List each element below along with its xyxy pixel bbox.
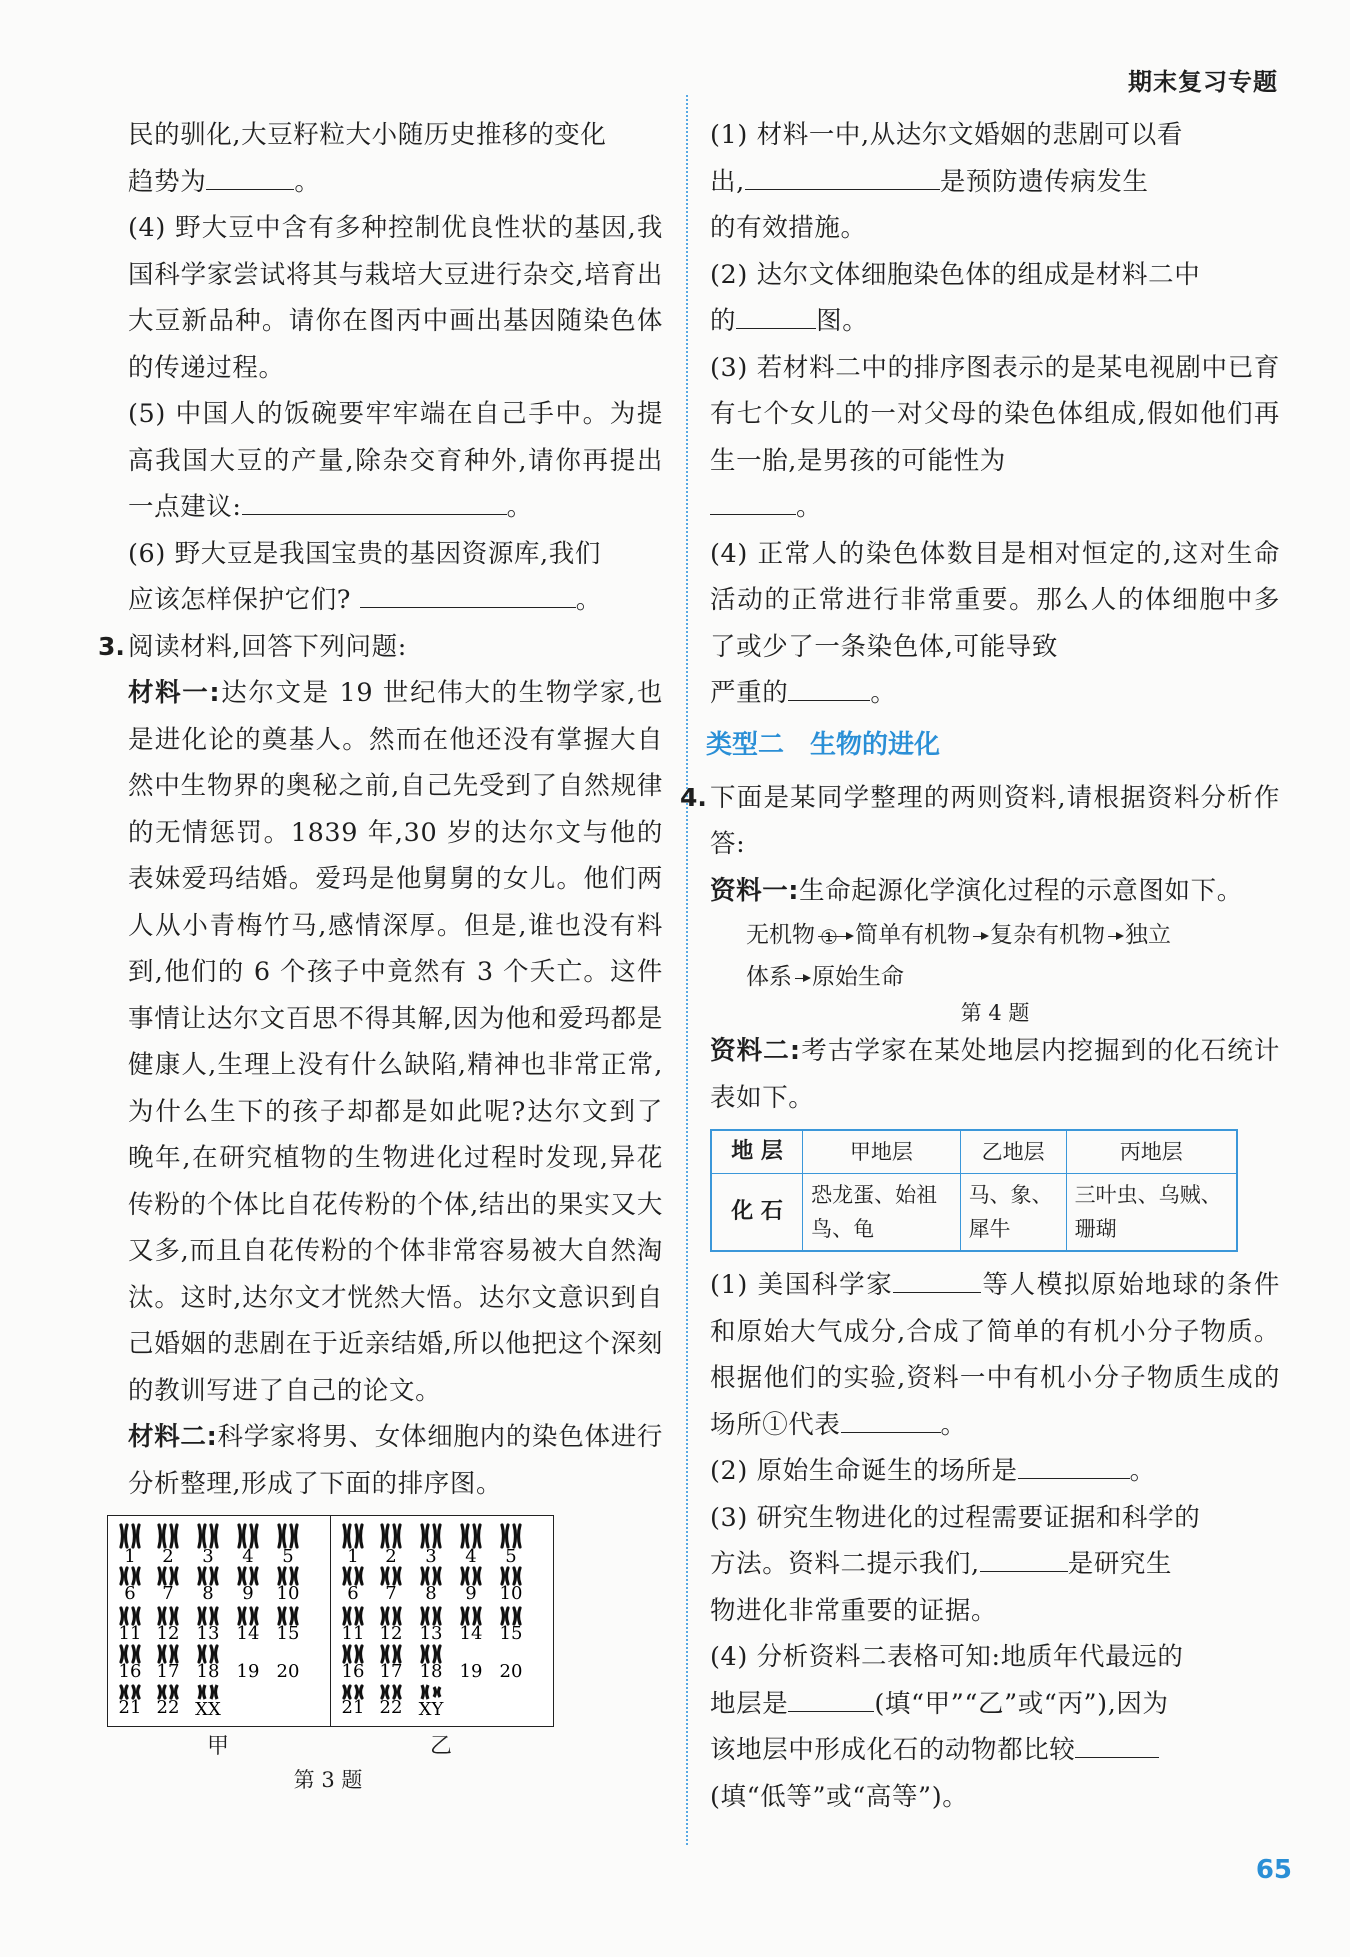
chromosome-number: 4 — [465, 1546, 477, 1567]
answer-blank[interactable] — [710, 513, 796, 515]
chromosome-icon — [474, 1525, 480, 1547]
chromosome-icon — [251, 1608, 257, 1624]
chromosome-number: 15 — [499, 1623, 523, 1644]
sex-chromosome-icon — [211, 1685, 217, 1699]
chromosome-number: 6 — [347, 1583, 359, 1604]
chromosome-icon — [514, 1568, 520, 1584]
chromosome-number: 18 — [196, 1661, 220, 1682]
chromosome-icon — [394, 1525, 400, 1547]
chromosome-number: 10 — [499, 1583, 523, 1604]
chromosome-icon — [422, 1525, 428, 1547]
chromosome-number: 5 — [505, 1546, 517, 1567]
resource-2: 资料二:考古学家在某处地层内挖掘到的化石统计表如下。 — [710, 1036, 1280, 1113]
chromosome-icon — [211, 1646, 217, 1662]
figure-4-caption: 第 4 题 — [960, 1001, 1030, 1025]
chromosome-icon — [462, 1608, 468, 1624]
chromosome-icon — [121, 1568, 127, 1584]
question-3 — [98, 624, 663, 1508]
chromosome-icon — [211, 1608, 217, 1624]
material-2: 材料二:科学家将男、女体细胞内的染色体进行分析整理,形成了下面的排序图。 — [128, 1422, 663, 1499]
chromosome-number: 9 — [465, 1583, 477, 1604]
chromosome-icon — [514, 1608, 520, 1624]
sex-chromosome-label: XX — [195, 1699, 221, 1720]
flow-node: 复杂有机物 — [990, 922, 1105, 948]
chromosome-icon — [199, 1608, 205, 1624]
chromosome-icon — [211, 1568, 217, 1584]
chromosome-number: 11 — [118, 1623, 142, 1644]
chromosome-number: 6 — [124, 1583, 136, 1604]
chromosome-number: 8 — [425, 1583, 437, 1604]
sub-question-3: (3) 若材料二中的排序图表示的是某电视剧中已育有七个女儿的一对父母的染色体组成,假如他们再生一胎,是男孩的可能性为 。 — [710, 352, 1280, 522]
resource-1: 资料一:生命起源化学演化过程的示意图如下。 — [710, 875, 1243, 906]
page-header: 期末复习专题 — [1128, 68, 1278, 96]
sub-question-q4-4: (4) 分析资料二表格可知:地质年代最远的 地层是 (填“甲”“乙”或“丙”),因为 该地层中形成化石的动物都比较 (填“低等”或“高等”)。 — [710, 1642, 1184, 1812]
sex-chromosome-icon — [199, 1685, 205, 1699]
chromosome-icon — [514, 1525, 520, 1547]
chromosome-icon — [279, 1568, 285, 1584]
question-number: 3. — [98, 631, 125, 661]
chromosome-icon — [502, 1608, 508, 1624]
sex-chromosome-icon — [422, 1685, 428, 1699]
chromosome-icon — [344, 1525, 350, 1547]
chromosome-number: 18 — [419, 1661, 443, 1682]
sub-question-q4-2: (2) 原始生命诞生的场所是 。 — [710, 1456, 1156, 1486]
answer-blank[interactable] — [788, 699, 870, 701]
chromosome-icon — [502, 1568, 508, 1584]
chromosome-icon — [199, 1568, 205, 1584]
chromosome-number: 7 — [162, 1583, 174, 1604]
material-1: 材料一:达尔文是 19 世纪伟大的生物学家,也是进化论的奠基人。然而在他还没有掌握大自然中生物界的奥秘之前,自己先受到了自然规律的无情惩罚。1839 年,30 岁的达尔文与他的表妹爱玛结婚。爱玛是他舅舅的女儿。他们两人从小青梅竹马,感情深厚。但是,谁也没有料到,他们的 6 个孩子中竟然有 3 个夭亡。这件事情让达尔文百思不得其解,因为他和爱玛都是健康人,生理上没有什么缺陷,精神也非常正常,为什么生下的孩子却都是如此呢?达尔文到了晚年,在研究植物的生物进化过程时发现,异花传粉的个体比自花传粉的个体,结出的果实又大又多,而且自花传粉的个体非常容易被大自然淘汰。这时,达尔文才恍然大悟。达尔文意识到自己婚姻的悲剧在于近亲结婚,所以他把这个深刻的教训写进了自己的论文。 — [128, 678, 663, 1406]
answer-blank[interactable] — [893, 1291, 981, 1293]
flow-node: 简单有机物 — [855, 922, 970, 948]
chromosome-icon — [121, 1608, 127, 1624]
karyotype-jia — [107, 1515, 331, 1727]
chromosome-number: 3 — [425, 1546, 437, 1567]
chromosome-icon — [434, 1646, 440, 1662]
chromosome-icon — [159, 1525, 165, 1547]
chromosome-icon — [211, 1525, 217, 1547]
answer-blank[interactable] — [736, 327, 816, 329]
column-divider — [686, 95, 688, 1845]
chromosome-number: 8 — [202, 1583, 214, 1604]
question-number: 4. — [680, 782, 707, 812]
karyotype-yi-label: 乙 — [429, 1734, 452, 1759]
chromosome-number: 13 — [196, 1623, 220, 1644]
continued-text: 民的驯化,大豆籽粒大小随历史推移的变化 趋势为 。 — [128, 120, 607, 197]
chromosome-icon — [291, 1525, 297, 1547]
chromosome-icon — [502, 1525, 508, 1547]
chromosome-icon — [291, 1608, 297, 1624]
chromosome-icon — [121, 1525, 127, 1547]
karyotype-yi-chart — [331, 1516, 553, 1726]
chromosome-number: 10 — [276, 1583, 300, 1604]
chromosome-icon — [251, 1568, 257, 1584]
chromosome-number: 21 — [341, 1697, 365, 1718]
table-row-header: 地 层 — [711, 1130, 803, 1174]
chromosome-icon — [199, 1525, 205, 1547]
sex-chromosome-label: XY — [418, 1699, 444, 1720]
question-5-text: (5) 中国人的饭碗要牢牢端在自己手中。为提高我国大豆的产量,除杂交育种外,请你再提出一点建议: 。 — [128, 399, 663, 522]
chromosome-icon — [356, 1646, 362, 1662]
chromosome-icon — [474, 1608, 480, 1624]
chromosome-number: 2 — [162, 1546, 174, 1567]
left-column — [98, 112, 663, 1795]
answer-blank[interactable] — [1018, 1477, 1130, 1479]
flow-node: 体系 — [746, 964, 792, 990]
answer-blank[interactable] — [360, 606, 576, 608]
question-6-text: (6) 野大豆是我国宝贵的基因资源库,我们 应该怎样保护它们? 。 — [128, 538, 602, 615]
chromosome-icon — [344, 1568, 350, 1584]
section-heading: 类型二 生物的进化 — [706, 729, 941, 760]
table-cell: 马、象、犀牛 — [960, 1174, 1066, 1252]
table-header-cell: 丙地层 — [1066, 1130, 1237, 1174]
fossil-table — [710, 1129, 1238, 1252]
karyotype-figure — [118, 1515, 663, 1765]
chromosome-number: 22 — [379, 1697, 403, 1718]
chromosome-number: 2 — [385, 1546, 397, 1567]
flow-node: 原始生命 — [812, 964, 904, 990]
chromosome-icon — [434, 1608, 440, 1624]
chromosome-number: 12 — [379, 1623, 403, 1644]
table-row — [711, 1174, 1237, 1252]
answer-blank[interactable] — [206, 188, 294, 190]
chromosome-icon — [382, 1568, 388, 1584]
flow-node: 无机物 — [746, 922, 815, 948]
answer-blank[interactable] — [745, 188, 940, 190]
chromosome-icon — [356, 1608, 362, 1624]
sex-chromosome-icon — [434, 1687, 440, 1697]
chromosome-icon — [422, 1568, 428, 1584]
arrow-icon — [973, 936, 987, 937]
chromosome-number: 15 — [276, 1623, 300, 1644]
chromosome-icon — [279, 1608, 285, 1624]
chromosome-number: 14 — [236, 1623, 260, 1644]
answer-blank[interactable] — [242, 513, 507, 515]
chromosome-icon — [251, 1525, 257, 1547]
chromosome-number: 19 — [459, 1661, 483, 1682]
sub-question-q4-1: (1) 美国科学家 等人模拟原始地球的条件和原始大气成分,合成了简单的有机小分子物质。根据他们的实验,资料一中有机小分子物质生成的场所①代表 。 — [710, 1270, 1280, 1440]
chromosome-number: 17 — [379, 1661, 403, 1682]
chromosome-icon — [199, 1646, 205, 1662]
chromosome-number: 1 — [124, 1546, 136, 1567]
karyotype-jia-label: 甲 — [206, 1734, 229, 1759]
chromosome-icon — [394, 1608, 400, 1624]
flow-node: 独立 — [1125, 922, 1171, 948]
chromosome-icon — [171, 1568, 177, 1584]
chromosome-number: 21 — [118, 1697, 142, 1718]
chromosome-number: 16 — [118, 1661, 142, 1682]
chromosome-icon — [422, 1608, 428, 1624]
chromosome-icon — [239, 1568, 245, 1584]
chromosome-icon — [291, 1568, 297, 1584]
chromosome-icon — [171, 1646, 177, 1662]
chromosome-number: 7 — [385, 1583, 397, 1604]
chromosome-icon — [462, 1568, 468, 1584]
chromosome-icon — [133, 1525, 139, 1547]
chromosome-icon — [474, 1568, 480, 1584]
question-4-text: (4) 野大豆中含有多种控制优良性状的基因,我国科学家尝试将其与栽培大豆进行杂交,培育出大豆新品种。请你在图丙中画出基因随染色体的传递过程。 — [128, 213, 663, 383]
table-cell: 恐龙蛋、始祖鸟、龟 — [803, 1174, 960, 1252]
flow-step-marker: ① — [820, 924, 838, 949]
arrow-icon — [1108, 936, 1122, 937]
chromosome-number: 13 — [419, 1623, 443, 1644]
question-3-intro: 阅读材料,回答下列问题: — [128, 631, 407, 662]
chromosome-icon — [133, 1608, 139, 1624]
chromosome-number: 4 — [242, 1546, 254, 1567]
chromosome-icon — [462, 1525, 468, 1547]
chromosome-icon — [159, 1568, 165, 1584]
page-number: 65 — [1255, 1855, 1292, 1885]
chromosome-number: 22 — [156, 1697, 180, 1718]
chromosome-icon — [239, 1608, 245, 1624]
chromosome-icon — [159, 1608, 165, 1624]
chromosome-number: 12 — [156, 1623, 180, 1644]
chromosome-number: 19 — [236, 1661, 260, 1682]
chemical-evolution-flow — [746, 914, 1280, 998]
chromosome-icon — [159, 1646, 165, 1662]
chromosome-icon — [239, 1525, 245, 1547]
sub-question-q4-3: (3) 研究生物进化的过程需要证据和科学的 方法。资料二提示我们, 是研究生 物进化非常重要的证据。 — [710, 1502, 1201, 1626]
chromosome-number: 17 — [156, 1661, 180, 1682]
chromosome-number: 9 — [242, 1583, 254, 1604]
chromosome-icon — [344, 1646, 350, 1662]
chromosome-icon — [121, 1646, 127, 1662]
chromosome-icon — [382, 1646, 388, 1662]
question-4-intro: 下面是某同学整理的两则资料,请根据资料分析作答: — [710, 782, 1280, 859]
karyotype-jia-chart — [108, 1516, 330, 1726]
answer-blank[interactable] — [788, 1710, 874, 1712]
answer-blank[interactable] — [1075, 1756, 1159, 1758]
answer-blank[interactable] — [980, 1570, 1068, 1572]
answer-blank[interactable] — [841, 1431, 941, 1433]
karyotype-yi — [330, 1515, 554, 1727]
chromosome-icon — [171, 1608, 177, 1624]
table-row — [711, 1130, 1237, 1174]
question-4 — [680, 775, 1280, 1821]
table-header-cell: 乙地层 — [960, 1130, 1066, 1174]
chromosome-icon — [382, 1608, 388, 1624]
chromosome-icon — [356, 1525, 362, 1547]
sub-question-1: (1) 材料一中,从达尔文婚姻的悲剧可以看 出, 是预防遗传病发生 的有效措施。 — [710, 120, 1183, 243]
sub-question-2: (2) 达尔文体细胞染色体的组成是材料二中 的 图。 — [710, 259, 1201, 336]
chromosome-number: 16 — [341, 1661, 365, 1682]
arrow-icon — [818, 924, 852, 949]
chromosome-icon — [133, 1646, 139, 1662]
chromosome-number: 14 — [459, 1623, 483, 1644]
chromosome-icon — [344, 1608, 350, 1624]
chromosome-number: 20 — [499, 1661, 523, 1682]
chromosome-number: 3 — [202, 1546, 214, 1567]
chromosome-icon — [356, 1568, 362, 1584]
chromosome-icon — [394, 1568, 400, 1584]
chromosome-number: 11 — [341, 1623, 365, 1644]
chromosome-icon — [434, 1568, 440, 1584]
chromosome-icon — [422, 1646, 428, 1662]
chromosome-number: 20 — [276, 1661, 300, 1682]
chromosome-number: 1 — [347, 1546, 359, 1567]
sub-question-4: (4) 正常人的染色体数目是相对恒定的,这对生命活动的正常进行非常重要。那么人的体细胞中多了或少了一条染色体,可能导致 严重的 。 — [710, 538, 1280, 708]
chromosome-icon — [279, 1525, 285, 1547]
chromosome-number: 5 — [282, 1546, 294, 1567]
table-row-header: 化 石 — [711, 1174, 803, 1252]
chromosome-icon — [382, 1525, 388, 1547]
arrow-icon — [795, 978, 809, 979]
figure-3-caption: 第 3 题 — [293, 1768, 363, 1792]
table-header-cell: 甲地层 — [803, 1130, 960, 1174]
table-cell: 三叶虫、乌贼、珊瑚 — [1066, 1174, 1237, 1252]
chromosome-icon — [394, 1646, 400, 1662]
chromosome-icon — [171, 1525, 177, 1547]
right-column — [680, 112, 1280, 1820]
chromosome-icon — [434, 1525, 440, 1547]
chromosome-icon — [133, 1568, 139, 1584]
